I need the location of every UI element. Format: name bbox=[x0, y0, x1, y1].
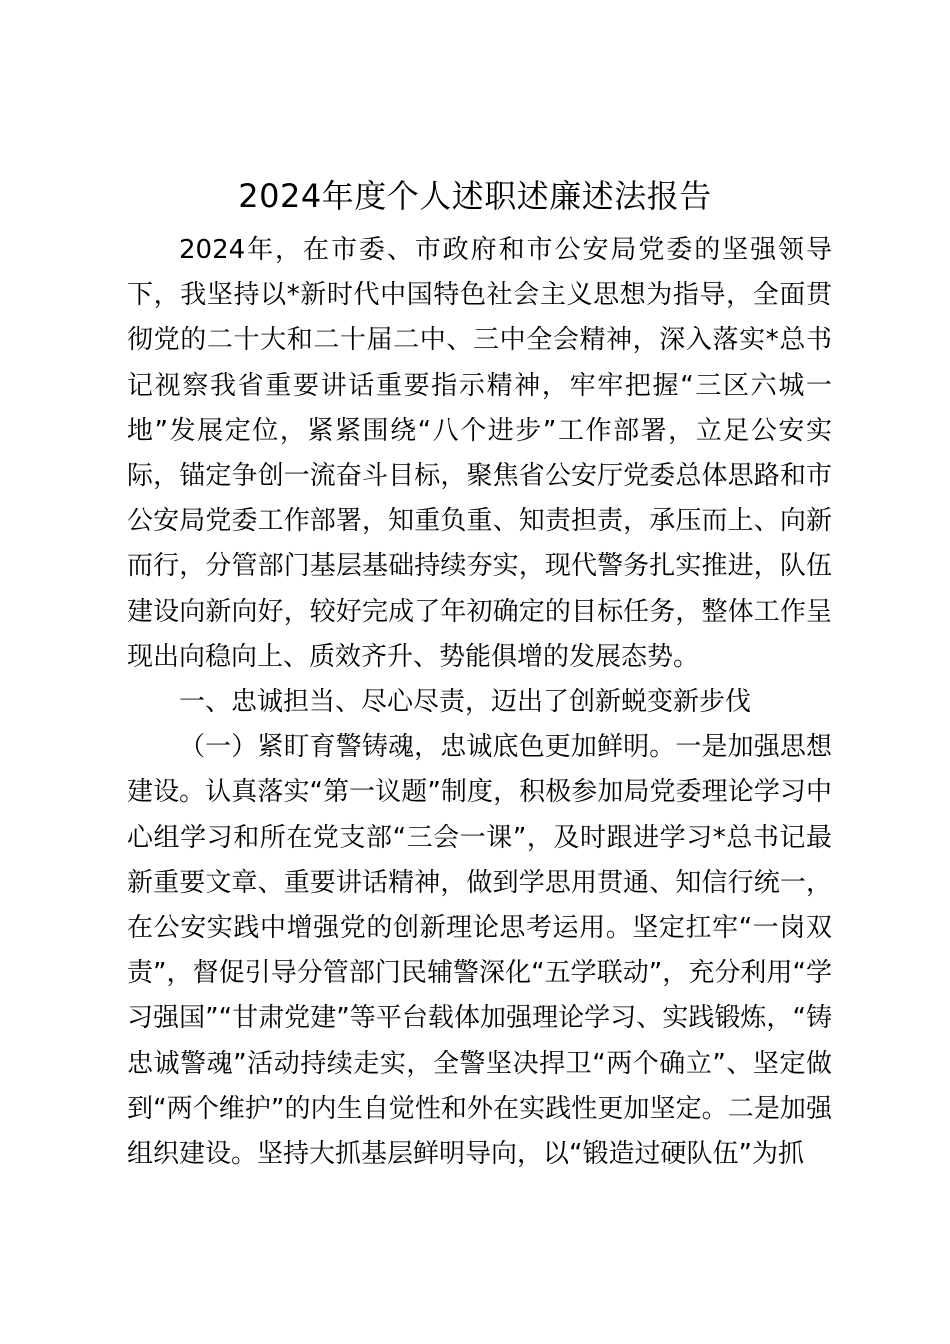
section-heading-1: 一、忠诚担当、尽心尽责，迈出了创新蜕变新步伐 bbox=[179, 687, 752, 718]
paragraph-intro: 2024年，在市委、市政府和市公安局党委的坚强领导下，我坚持以*新时代中国特色社会主义思想为指导，全面贯彻党的二十大和二十届二中、三中全会精神，深入落实*总书记视察我省重要讲话重要指示精神，牢牢把握“三区六城一地”发展定位，紧紧围绕“八个进步”工作部署，立足公安实际，锚定争创一流奋斗目标，聚焦省公安厅党委总体思路和市公安局党委工作部署，知重负重、知责担责，承压而上、向新而行，分管部门基层基础持续夯实，现代警务扎实推进，队伍建设向新向好，较好完成了年初确定的目标任务，整体工作呈现出向稳向上、质效齐升、势能俱增的发展态势。 bbox=[127, 235, 832, 672]
document-title: 2024年度个人述职述廉述法报告 bbox=[238, 177, 712, 215]
document-body bbox=[127, 228, 832, 1177]
paragraph-section-1-1: （一）紧盯育警铸魂，忠诚底色更加鲜明。一是加强思想建设。认真落实“第一议题”制度，积极参加局党委理论学习中心组学习和所在党支部“三会一课”，及时跟进学习*总书记最新重要文章、重要讲话精神，做到学思用贯通、知信行统一，在公安实践中增强党的创新理论思考运用。坚定扛牢“一岗双责”，督促引导分管部门民辅警深化“五学联动”，充分利用“学习强国”“甘肃党建”等平台载体加强理论学习、实践锻炼，“铸忠诚警魂”活动持续走实，全警坚决捍卫“两个确立”、坚定做到“两个维护”的内生自觉性和外在实践性更加坚定。二是加强组织建设。坚持大抓基层鲜明导向，以“锻造过硬队伍”为抓 bbox=[127, 732, 832, 1170]
